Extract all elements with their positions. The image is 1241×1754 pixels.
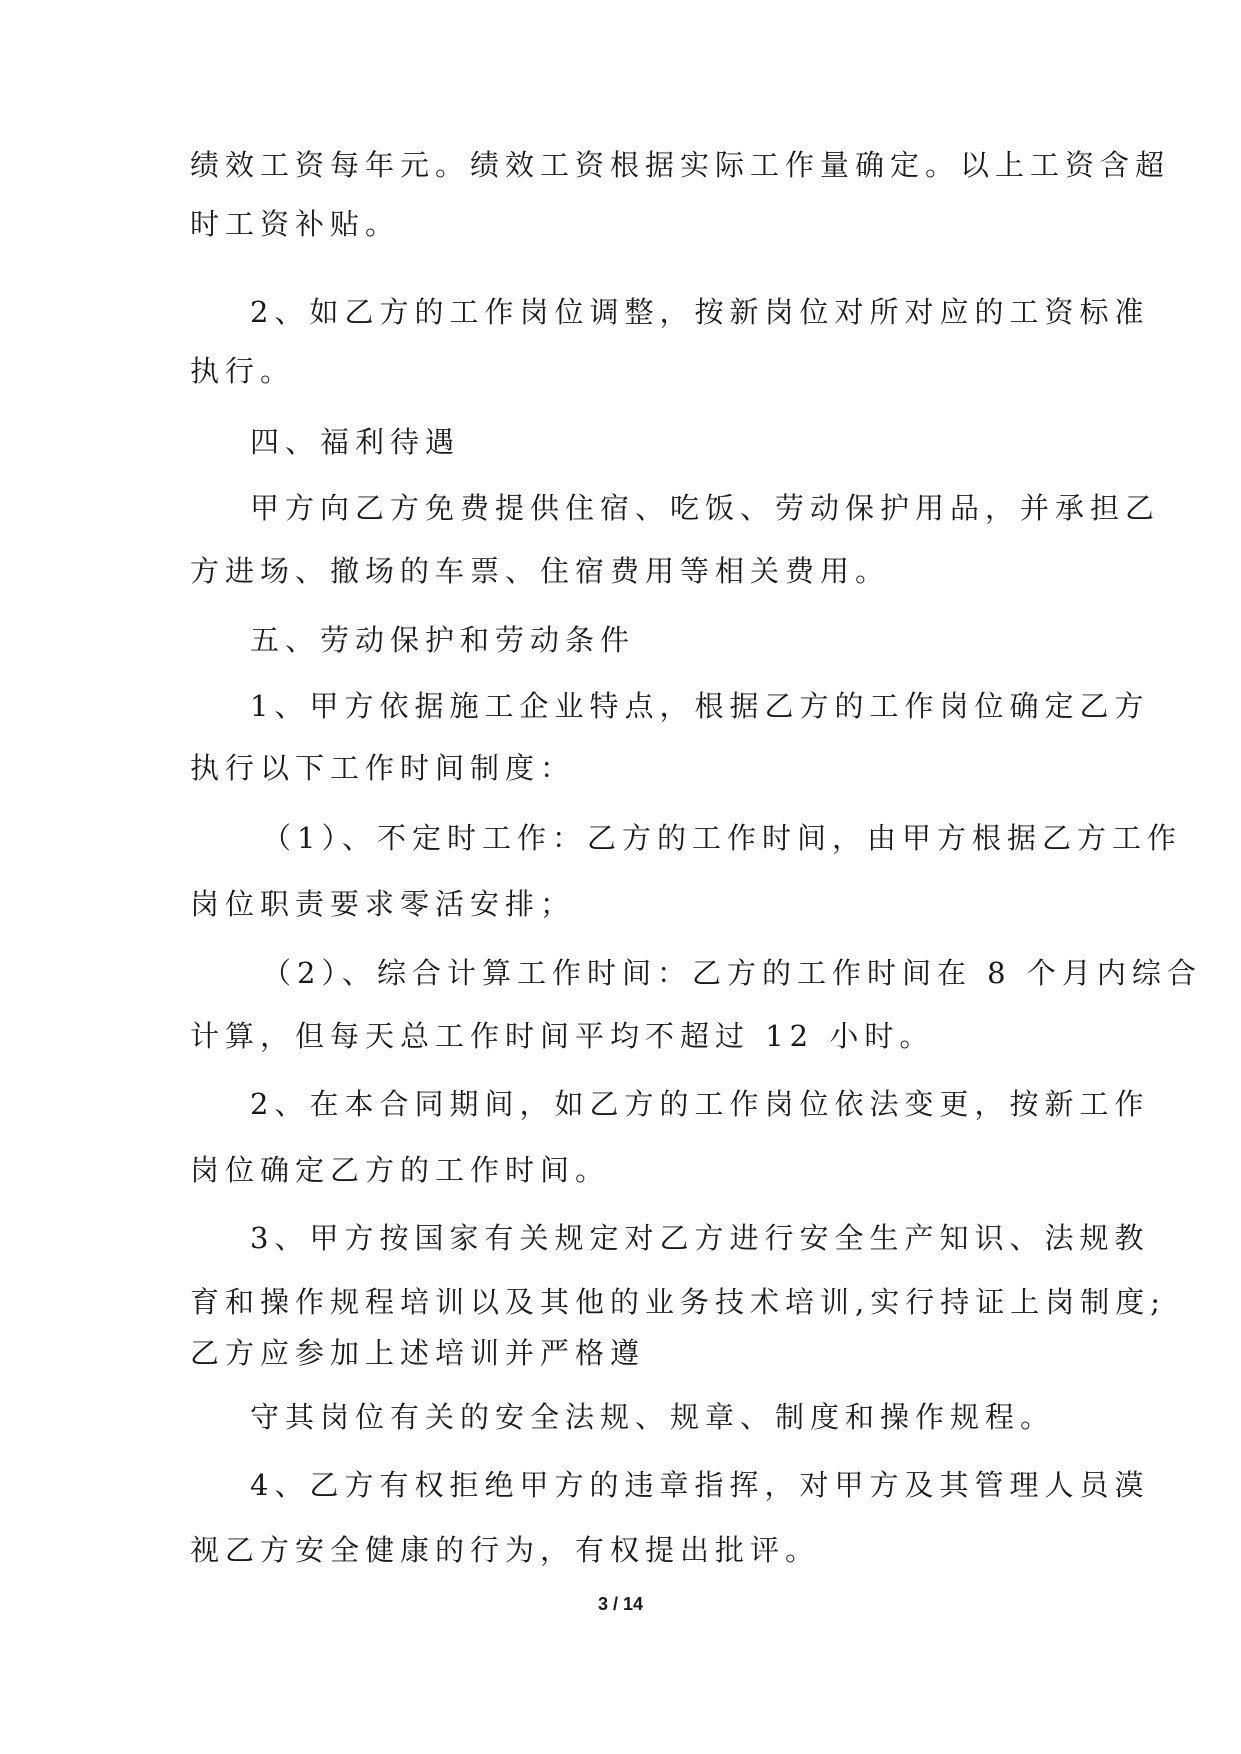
section-heading: 四、福利待遇 (250, 425, 461, 459)
text-line: （1）、不定时工作：乙方的工作时间，由甲方根据乙方工作 (262, 821, 1182, 855)
text-line: 2、如乙方的工作岗位调整，按新岗位对所对应的工资标准 (250, 295, 1150, 329)
text-line: 执行以下工作时间制度： (190, 751, 576, 785)
text-line: 计算，但每天总工作时间平均不超过 12 小时。 (190, 1019, 935, 1053)
text-line: 1、甲方依据施工企业特点，根据乙方的工作岗位确定乙方 (250, 689, 1150, 723)
text-line: 视乙方安全健康的行为，有权提出批评。 (190, 1533, 821, 1567)
page-number: 3 / 14 (597, 1594, 644, 1614)
text-line: 岗位职责要求零活安排； (190, 887, 576, 921)
section-heading: 五、劳动保护和劳动条件 (250, 623, 636, 657)
text-line: 方进场、撤场的车票、住宿费用等相关费用。 (190, 554, 891, 588)
text-line: （2）、综合计算工作时间：乙方的工作时间在 8 个月内综合 (262, 956, 1202, 990)
text-line: 岗位确定乙方的工作时间。 (190, 1153, 611, 1187)
text-line: 时工资补贴。 (190, 207, 401, 241)
text-line: 育和操作规程培训以及其他的业务技术培训,实行持证上岗制度; (190, 1285, 1166, 1319)
text-line: 甲方向乙方免费提供住宿、吃饭、劳动保护用品，并承担乙 (250, 491, 1161, 525)
text-line: 4、乙方有权拒绝甲方的违章指挥，对甲方及其管理人员漠 (250, 1468, 1150, 1502)
text-line: 绩效工资每年元。绩效工资根据实际工作量确定。以上工资含超 (190, 148, 1171, 182)
text-line: 乙方应参加上述培训并严格遵 (190, 1336, 646, 1370)
text-line: 2、在本合同期间，如乙方的工作岗位依法变更，按新工作 (250, 1087, 1150, 1121)
text-line: 守其岗位有关的安全法规、规章、制度和操作规程。 (250, 1400, 1056, 1434)
text-line: 3、甲方按国家有关规定对乙方进行安全生产知识、法规教 (250, 1221, 1150, 1255)
text-line: 执行。 (190, 354, 296, 388)
